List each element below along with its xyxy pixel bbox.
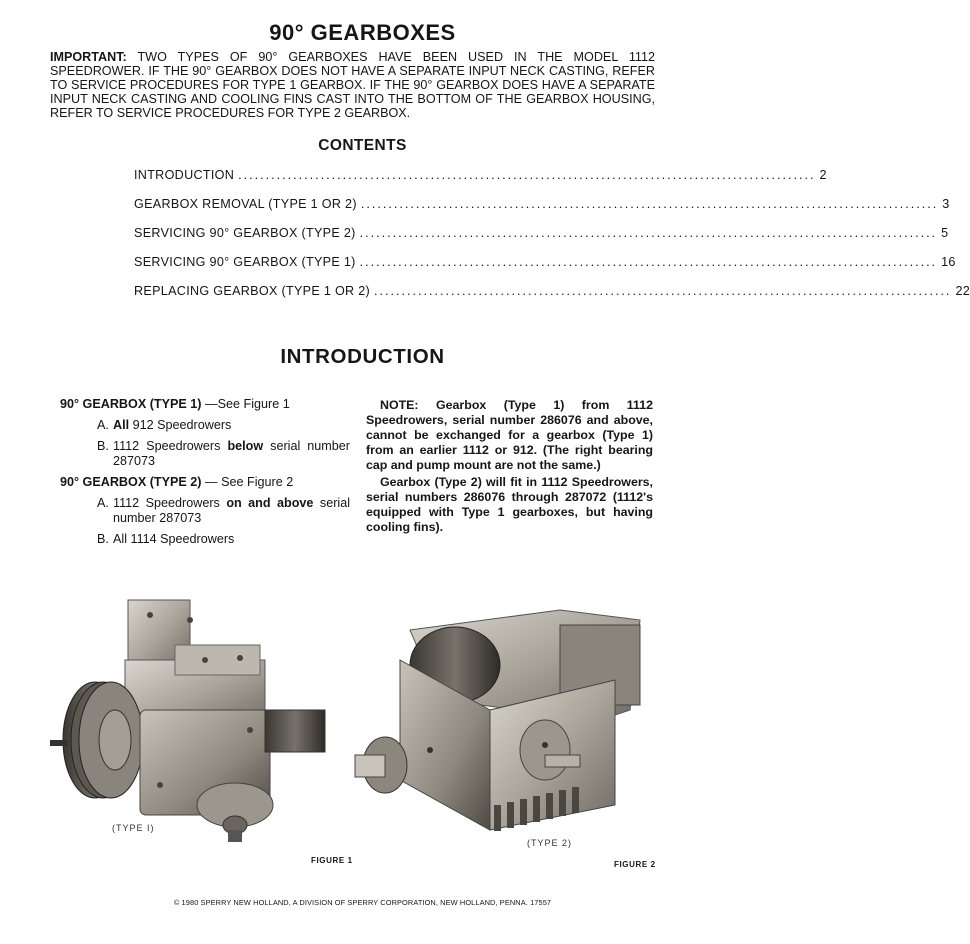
important-text: TWO TYPES OF 90° GEARBOXES HAVE BEEN USED IN THE MODEL 1112 SPEEDROWER. IF THE 90° GEARBOX DOES NOT HAVE A SEPARATE INPUT NECK CASTING, REFER TO SERVICE PROCEDURES FOR TYPE 1 GEARBOX. IF THE 90° GEARBOX DOES HAVE A SEPARATE INPUT NECK CASTING AND COOLING FINS CAST INTO THE BOTTOM OF THE GEARBOX HOUSING, REFER TO SERVICE PROCEDURES FOR TYPE 2 GEARBOX.	[50, 50, 655, 120]
gearbox-photographs	[0, 590, 725, 860]
toc-entry[interactable]	[134, 284, 970, 313]
figure1-label: FIGURE 1	[311, 856, 353, 865]
type1-figure-ref: —See Figure 1	[201, 397, 290, 411]
type1-title: 90° GEARBOX (TYPE 1)	[60, 397, 202, 411]
figure2-caption: (TYPE 2)	[527, 838, 573, 848]
item-text: serial number 287073	[113, 439, 350, 468]
toc-entry-page: 22	[955, 284, 970, 298]
toc-entry[interactable]	[134, 226, 949, 255]
gearbox-applications	[60, 397, 350, 547]
item-label: B.	[97, 532, 109, 546]
toc-entry-title: GEARBOX REMOVAL (TYPE 1 OR 2)	[134, 197, 357, 211]
item-bold: on and above	[226, 496, 314, 510]
toc-leader: .........................................................................................................	[374, 284, 952, 298]
introduction-heading: INTRODUCTION	[280, 345, 445, 368]
item-text: serial number 287073	[113, 496, 351, 525]
table-of-contents	[134, 168, 970, 313]
toc-entry[interactable]	[134, 168, 827, 197]
toc-entry-page: 3	[942, 197, 950, 211]
copyright-footer: © 1980 SPERRY NEW HOLLAND, A DIVISION OF SPERRY CORPORATION, NEW HOLLAND, PENNA. 17557	[173, 898, 552, 907]
toc-entry-page: 5	[941, 226, 949, 240]
toc-entry-title: SERVICING 90° GEARBOX (TYPE 2)	[134, 226, 356, 240]
type1-item-b	[97, 439, 350, 469]
toc-leader: .........................................................................................................	[359, 255, 938, 269]
important-notice	[50, 50, 655, 120]
toc-leader: .........................................................................................................	[360, 197, 939, 211]
page-title: 90° GEARBOXES	[269, 20, 456, 45]
type2-item-a	[97, 496, 350, 526]
item-bold: All	[113, 418, 130, 432]
toc-entry[interactable]	[134, 255, 956, 284]
item-text: 912 Speedrowers	[129, 418, 232, 432]
item-text: All 1114 Speedrowers	[113, 532, 235, 546]
item-bold: below	[227, 439, 264, 453]
contents-heading: CONTENTS	[318, 137, 407, 154]
compatibility-notes	[366, 398, 653, 535]
toc-entry-page: 16	[941, 255, 956, 269]
item-label: A.	[97, 496, 109, 510]
figure2-label: FIGURE 2	[614, 860, 656, 869]
type2-title: 90° GEARBOX (TYPE 2)	[60, 475, 202, 489]
note-type2: Gearbox (Type 2) will fit in 1112 Speedrowers, serial numbers 286076 through 287072 (1112's equipped with Type 1 gearboxes, but having cooling fins).	[366, 475, 653, 534]
type1-gearbox-photo	[50, 600, 325, 842]
item-label: A.	[97, 418, 109, 432]
toc-entry-page: 2	[819, 168, 827, 182]
type1-heading	[60, 397, 350, 412]
toc-leader: .........................................................................................................	[359, 226, 938, 240]
toc-entry-title: INTRODUCTION	[134, 168, 235, 182]
toc-entry-title: SERVICING 90° GEARBOX (TYPE 1)	[134, 255, 356, 269]
toc-leader: .........................................................................................................	[238, 168, 816, 182]
item-label: B.	[97, 439, 109, 453]
note-type1: NOTE: Gearbox (Type 1) from 1112 Speedrowers, serial number 286076 and above, cannot be exchanged for a gearbox (Type 1) from an earlier 1112 or 912. (The right bearing cap and pump mount are not the same.)	[366, 398, 653, 472]
type2-figure-ref: — See Figure 2	[201, 475, 294, 489]
type2-item-b	[97, 532, 350, 547]
figure1-caption: (TYPE I)	[112, 823, 155, 833]
type2-heading	[60, 475, 350, 490]
item-text: 1112 Speedrowers	[113, 439, 228, 453]
toc-entry-title: REPLACING GEARBOX (TYPE 1 OR 2)	[134, 284, 371, 298]
item-text: 1112 Speedrowers	[113, 496, 227, 510]
type2-gearbox-photo	[355, 610, 640, 831]
important-lead: IMPORTANT:	[50, 50, 127, 64]
toc-entry[interactable]	[134, 197, 950, 226]
type1-item-a	[97, 418, 350, 433]
